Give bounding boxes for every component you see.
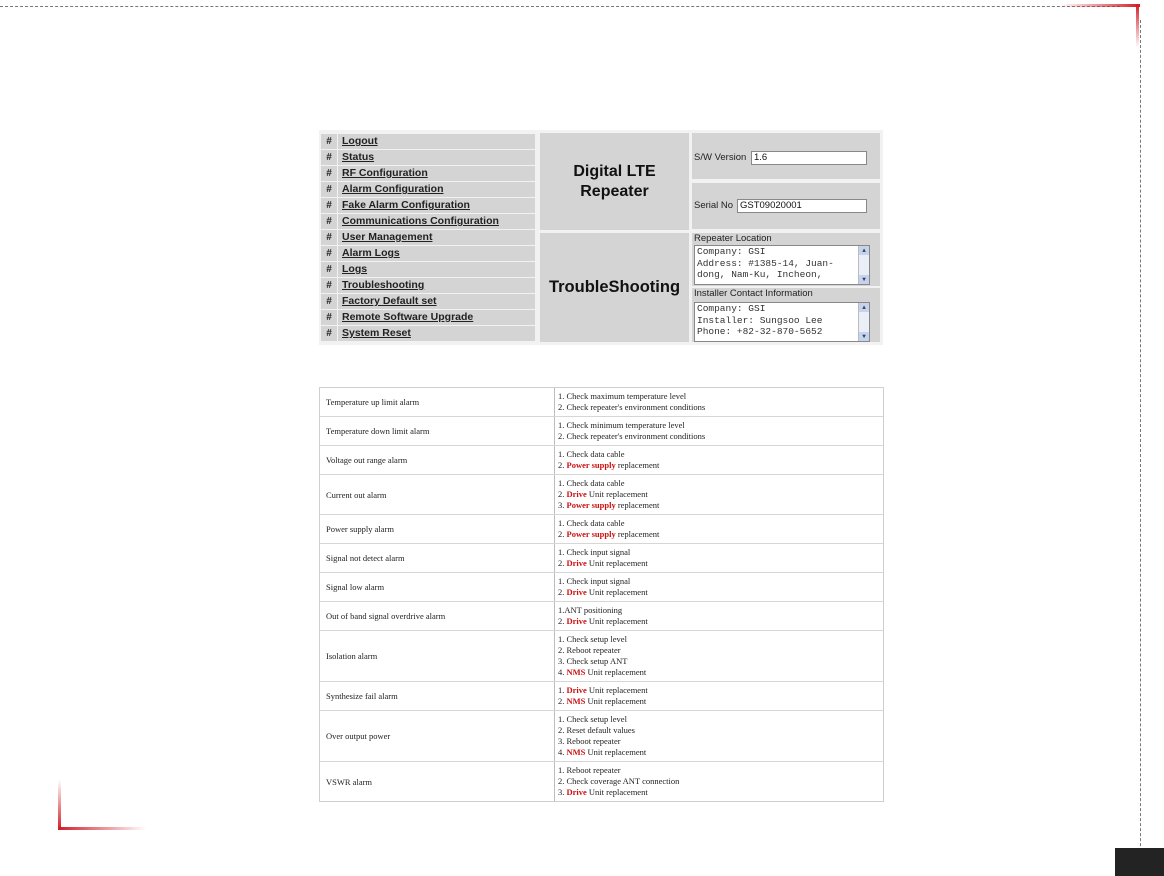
hash-icon: # xyxy=(321,294,337,309)
scroll-up-arrow-icon[interactable]: ▲ xyxy=(859,246,869,255)
action-text: replacement xyxy=(615,529,660,539)
alarm-actions xyxy=(555,631,883,681)
menu-link[interactable]: Factory Default set xyxy=(338,294,535,309)
table-row xyxy=(320,515,883,544)
highlighted-part: Power supply xyxy=(566,460,616,470)
action-text: 2. xyxy=(558,616,567,626)
action-line xyxy=(558,431,883,442)
action-line xyxy=(558,667,883,678)
action-text: 3. xyxy=(558,500,567,510)
navigation-menu xyxy=(321,134,535,342)
right-dashed-border xyxy=(1140,20,1141,876)
action-text: 2. Check repeater's environment conditions xyxy=(558,431,706,441)
action-line xyxy=(558,489,883,500)
action-text: 1. Check data cable xyxy=(558,478,625,488)
alarm-name: Signal not detect alarm xyxy=(320,544,555,572)
location-line: dong, Nam-Ku, Incheon, xyxy=(697,269,823,280)
menu-item-logs[interactable] xyxy=(321,262,535,278)
serial-no-cell xyxy=(692,183,880,229)
action-text: 4. xyxy=(558,667,567,677)
action-text: replacement xyxy=(615,460,660,470)
installer-contact-textarea[interactable] xyxy=(694,302,870,342)
highlighted-part: Drive xyxy=(566,489,587,499)
highlighted-part: Drive xyxy=(566,616,587,626)
menu-item-remote-software-upgrade[interactable] xyxy=(321,310,535,326)
highlighted-part: Drive xyxy=(566,685,587,695)
action-line xyxy=(558,558,883,569)
installer-line: Company: GSI xyxy=(697,303,766,314)
action-text: replacement xyxy=(615,500,660,510)
action-text: Unit replacement xyxy=(586,685,648,695)
action-line xyxy=(558,656,883,667)
highlighted-part: NMS xyxy=(566,667,586,677)
alarm-actions xyxy=(555,515,883,543)
action-text: 4. xyxy=(558,747,567,757)
action-line xyxy=(558,765,883,776)
menu-item-troubleshooting[interactable] xyxy=(321,278,535,294)
menu-link[interactable]: Remote Software Upgrade xyxy=(338,310,535,325)
action-text: 1. xyxy=(558,685,567,695)
sw-version-label: S/W Version xyxy=(694,152,747,163)
alarm-name: Temperature down limit alarm xyxy=(320,417,555,445)
table-row xyxy=(320,475,883,515)
location-scrollbar[interactable] xyxy=(858,246,869,284)
action-line xyxy=(558,776,883,787)
repeater-web-ui xyxy=(319,130,883,345)
corner-accent-bottom xyxy=(58,827,146,830)
action-line xyxy=(558,736,883,747)
menu-link[interactable]: RF Configuration xyxy=(338,166,535,181)
action-text: Unit replacement xyxy=(586,587,648,597)
action-line xyxy=(558,725,883,736)
menu-item-system-reset[interactable] xyxy=(321,326,535,342)
menu-item-communications-configuration[interactable] xyxy=(321,214,535,230)
hash-icon: # xyxy=(321,198,337,213)
repeater-location-cell xyxy=(692,233,880,286)
action-text: 2. Reset default values xyxy=(558,725,635,735)
menu-item-status[interactable] xyxy=(321,150,535,166)
table-row xyxy=(320,544,883,573)
hash-icon: # xyxy=(321,150,337,165)
menu-item-rf-configuration[interactable] xyxy=(321,166,535,182)
action-line xyxy=(558,478,883,489)
action-line xyxy=(558,529,883,540)
highlighted-part: Drive xyxy=(566,587,587,597)
location-line: Company: GSI xyxy=(697,246,766,257)
menu-link[interactable]: System Reset xyxy=(338,326,535,341)
alarm-name: Voltage out range alarm xyxy=(320,446,555,474)
installer-contact-cell xyxy=(692,288,880,342)
menu-link[interactable]: Alarm Configuration xyxy=(338,182,535,197)
action-line xyxy=(558,605,883,616)
action-line xyxy=(558,500,883,511)
alarm-name: Power supply alarm xyxy=(320,515,555,543)
menu-link[interactable]: Troubleshooting xyxy=(338,278,535,293)
alarm-name: Isolation alarm xyxy=(320,631,555,681)
action-text: 3. Reboot repeater xyxy=(558,736,621,746)
menu-item-alarm-configuration[interactable] xyxy=(321,182,535,198)
alarm-actions xyxy=(555,573,883,601)
action-line xyxy=(558,714,883,725)
alarm-actions xyxy=(555,475,883,514)
action-text: Unit replacement xyxy=(586,489,648,499)
hash-icon: # xyxy=(321,214,337,229)
repeater-location-textarea[interactable] xyxy=(694,245,870,285)
highlighted-part: NMS xyxy=(566,747,586,757)
hash-icon: # xyxy=(321,326,337,341)
corner-accent-top xyxy=(1060,4,1140,7)
action-text: Unit replacement xyxy=(586,558,648,568)
action-text: Unit replacement xyxy=(585,696,647,706)
serial-no-label: Serial No xyxy=(694,200,734,211)
alarm-actions xyxy=(555,417,883,445)
menu-item-user-management[interactable] xyxy=(321,230,535,246)
action-line xyxy=(558,696,883,707)
action-text: 1. Check minimum temperature level xyxy=(558,420,685,430)
serial-no-field[interactable]: GST09020001 xyxy=(737,199,867,213)
menu-item-factory-default-set[interactable] xyxy=(321,294,535,310)
action-line xyxy=(558,547,883,558)
repeater-location-label: Repeater Location xyxy=(694,233,772,244)
action-line xyxy=(558,747,883,758)
action-line xyxy=(558,787,883,798)
hash-icon: # xyxy=(321,278,337,293)
product-title xyxy=(540,133,689,230)
alarm-actions xyxy=(555,711,883,761)
action-line xyxy=(558,576,883,587)
scroll-down-arrow-icon[interactable]: ▼ xyxy=(859,332,869,341)
action-text: 1. Check setup level xyxy=(558,714,627,724)
action-text: 2. xyxy=(558,489,567,499)
hash-icon: # xyxy=(321,166,337,181)
alarm-actions xyxy=(555,446,883,474)
alarm-name: Temperature up limit alarm xyxy=(320,388,555,416)
hash-icon: # xyxy=(321,246,337,261)
menu-link[interactable]: User Management xyxy=(338,230,535,245)
highlighted-part: Power supply xyxy=(566,500,616,510)
installer-scrollbar[interactable] xyxy=(858,303,869,341)
menu-link[interactable]: Alarm Logs xyxy=(338,246,535,261)
action-line xyxy=(558,420,883,431)
scroll-down-arrow-icon[interactable]: ▼ xyxy=(859,275,869,284)
section-title: TroubleShooting xyxy=(540,233,689,342)
table-row xyxy=(320,573,883,602)
highlighted-part: Drive xyxy=(566,787,587,797)
action-text: Unit replacement xyxy=(585,667,647,677)
menu-item-logout[interactable] xyxy=(321,134,535,150)
sw-version-cell xyxy=(692,133,880,179)
table-row xyxy=(320,711,883,762)
action-text: 1. Check input signal xyxy=(558,547,631,557)
alarm-name: Signal low alarm xyxy=(320,573,555,601)
action-text: Unit replacement xyxy=(585,747,647,757)
alarm-actions xyxy=(555,762,883,801)
action-text: Unit replacement xyxy=(586,616,648,626)
action-text: 2. xyxy=(558,460,567,470)
top-dashed-border xyxy=(0,6,1120,7)
hash-icon: # xyxy=(321,310,337,325)
alarm-name: Current out alarm xyxy=(320,475,555,514)
hash-icon: # xyxy=(321,134,337,149)
table-row xyxy=(320,762,883,801)
hash-icon: # xyxy=(321,230,337,245)
action-text: 1. Reboot repeater xyxy=(558,765,621,775)
action-line xyxy=(558,518,883,529)
action-text: 1. Check maximum temperature level xyxy=(558,391,687,401)
alarm-troubleshooting-table xyxy=(319,387,884,802)
menu-link[interactable]: Logout xyxy=(338,134,535,149)
action-text: 2. Check repeater's environment conditions xyxy=(558,402,706,412)
menu-link[interactable]: Logs xyxy=(338,262,535,277)
menu-link[interactable]: Status xyxy=(338,150,535,165)
alarm-actions xyxy=(555,682,883,710)
action-line xyxy=(558,460,883,471)
action-text: 2. xyxy=(558,587,567,597)
highlighted-part: NMS xyxy=(566,696,586,706)
action-text: 2. xyxy=(558,696,567,706)
action-line xyxy=(558,402,883,413)
menu-link[interactable]: Fake Alarm Configuration xyxy=(338,198,535,213)
alarm-name: VSWR alarm xyxy=(320,762,555,801)
alarm-name: Over output power xyxy=(320,711,555,761)
action-text: Unit replacement xyxy=(586,787,648,797)
menu-item-alarm-logs[interactable] xyxy=(321,246,535,262)
location-line: Address: #1385-14, Juan- xyxy=(697,257,834,269)
page-number-box xyxy=(1115,848,1164,876)
table-row xyxy=(320,446,883,475)
alarm-name: Out of band signal overdrive alarm xyxy=(320,602,555,630)
corner-accent-left xyxy=(58,780,61,830)
installer-contact-label: Installer Contact Information xyxy=(694,288,813,299)
action-text: 2. Reboot repeater xyxy=(558,645,621,655)
action-text: 3. xyxy=(558,787,567,797)
highlighted-part: Power supply xyxy=(566,529,616,539)
table-row xyxy=(320,631,883,682)
table-row xyxy=(320,417,883,446)
alarm-actions xyxy=(555,602,883,630)
table-row xyxy=(320,602,883,631)
alarm-actions xyxy=(555,388,883,416)
action-text: 2. Check coverage ANT connection xyxy=(558,776,680,786)
action-text: 1. Check data cable xyxy=(558,518,625,528)
action-line xyxy=(558,391,883,402)
action-line xyxy=(558,587,883,598)
sw-version-field[interactable]: 1.6 xyxy=(751,151,867,165)
scroll-up-arrow-icon[interactable]: ▲ xyxy=(859,303,869,312)
highlighted-part: Drive xyxy=(566,558,587,568)
product-title-line1: Digital LTE xyxy=(573,162,656,180)
action-text: 1. Check input signal xyxy=(558,576,631,586)
alarm-actions xyxy=(555,544,883,572)
alarm-name: Synthesize fail alarm xyxy=(320,682,555,710)
action-text: 2. xyxy=(558,529,567,539)
installer-line: Phone: +82-32-870-5652 xyxy=(697,326,823,337)
action-line xyxy=(558,645,883,656)
table-row xyxy=(320,682,883,711)
menu-link[interactable]: Communications Configuration xyxy=(338,214,535,229)
corner-accent-right xyxy=(1136,4,1139,48)
action-line xyxy=(558,634,883,645)
action-text: 1. Check data cable xyxy=(558,449,625,459)
action-line xyxy=(558,685,883,696)
action-text: 1. Check setup level xyxy=(558,634,627,644)
menu-item-fake-alarm-configuration[interactable] xyxy=(321,198,535,214)
table-row xyxy=(320,388,883,417)
action-text: 1.ANT positioning xyxy=(558,605,623,615)
product-title-line2: Repeater xyxy=(580,182,649,200)
action-line xyxy=(558,449,883,460)
installer-line: Installer: Sungsoo Lee xyxy=(697,314,823,326)
action-text: 3. Check setup ANT xyxy=(558,656,628,666)
hash-icon: # xyxy=(321,262,337,277)
hash-icon: # xyxy=(321,182,337,197)
action-line xyxy=(558,616,883,627)
action-text: 2. xyxy=(558,558,567,568)
